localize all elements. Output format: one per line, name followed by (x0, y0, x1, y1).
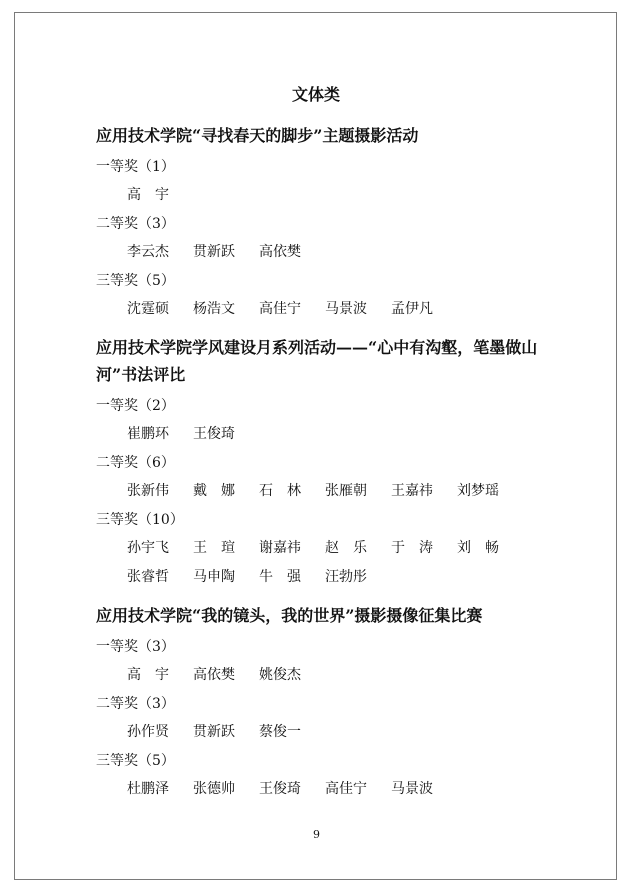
winner-list (96, 295, 527, 324)
winner-name: 高依樊 (193, 667, 235, 683)
winner-name: 杨浩文 (193, 301, 235, 317)
winner-list (96, 534, 527, 592)
winner-name: 牛 强 (259, 569, 301, 585)
award-section (96, 122, 556, 324)
award-sections (96, 122, 556, 804)
winner-name: 戴 娜 (193, 483, 235, 499)
winner-name: 高佳宁 (325, 781, 367, 797)
winner-name: 汪勃彤 (325, 569, 367, 585)
winner-name: 于 涛 (391, 540, 433, 556)
winner-name: 高佳宁 (259, 301, 301, 317)
winner-name: 张雁朝 (325, 483, 367, 499)
winner-name: 孙宇飞 (127, 540, 169, 556)
winner-name: 张新伟 (127, 483, 169, 499)
winner-name: 沈霆硕 (127, 301, 169, 317)
winner-name: 王俊琦 (193, 426, 235, 442)
award-level: 一等奖（2） (96, 398, 175, 414)
page-number: 9 (313, 828, 320, 841)
winner-name: 王嘉祎 (391, 483, 433, 499)
winner-list (96, 775, 527, 804)
winner-list (96, 661, 527, 690)
winner-name: 刘 畅 (457, 540, 499, 556)
winner-name: 高 宇 (127, 667, 169, 683)
winner-name: 高依樊 (259, 244, 301, 260)
award-level: 一等奖（1） (96, 159, 175, 175)
winner-name: 贯新跃 (193, 724, 235, 740)
award-level: 二等奖（3） (96, 216, 175, 232)
award-level: 二等奖（6） (96, 455, 175, 471)
document-body (96, 78, 556, 804)
winner-name: 王 瑄 (193, 540, 235, 556)
award-level: 一等奖（3） (96, 639, 175, 655)
award-section (96, 602, 556, 804)
winner-name: 杜鹏泽 (127, 781, 169, 797)
winner-name: 张睿哲 (127, 569, 169, 585)
winner-name: 孟伊凡 (391, 301, 433, 317)
winner-name: 高 宇 (127, 187, 169, 203)
award-level: 三等奖（10） (96, 512, 184, 528)
section-heading: 应用技术学院学风建设月系列活动——“心中有沟壑，笔墨做山河”书法评比 (96, 338, 538, 384)
winner-name: 贯新跃 (193, 244, 235, 260)
winner-name: 蔡俊一 (259, 724, 301, 740)
winner-name: 谢嘉祎 (259, 540, 301, 556)
winner-name: 马景波 (391, 781, 433, 797)
winner-name: 石 林 (259, 483, 301, 499)
winner-name: 马申陶 (193, 569, 235, 585)
winner-name: 孙作贤 (127, 724, 169, 740)
document-title: 文体类 (291, 85, 340, 104)
winner-name: 赵 乐 (325, 540, 367, 556)
winner-name: 马景波 (325, 301, 367, 317)
winner-list (96, 718, 527, 747)
winner-list (96, 238, 527, 267)
winner-list (96, 477, 527, 506)
winner-name: 张德帅 (193, 781, 235, 797)
winner-list (96, 181, 527, 210)
winner-name: 刘梦瑶 (457, 483, 499, 499)
winner-name: 崔鹏环 (127, 426, 169, 442)
winner-name: 王俊琦 (259, 781, 301, 797)
winner-list (96, 420, 527, 449)
section-heading: 应用技术学院“我的镜头，我的世界”摄影摄像征集比赛 (96, 606, 483, 625)
award-level: 三等奖（5） (96, 273, 175, 289)
winner-name: 姚俊杰 (259, 667, 301, 683)
section-heading: 应用技术学院“寻找春天的脚步”主题摄影活动 (96, 126, 419, 145)
award-level: 二等奖（3） (96, 696, 175, 712)
award-section (96, 334, 556, 592)
award-level: 三等奖（5） (96, 753, 175, 769)
winner-name: 李云杰 (127, 244, 169, 260)
